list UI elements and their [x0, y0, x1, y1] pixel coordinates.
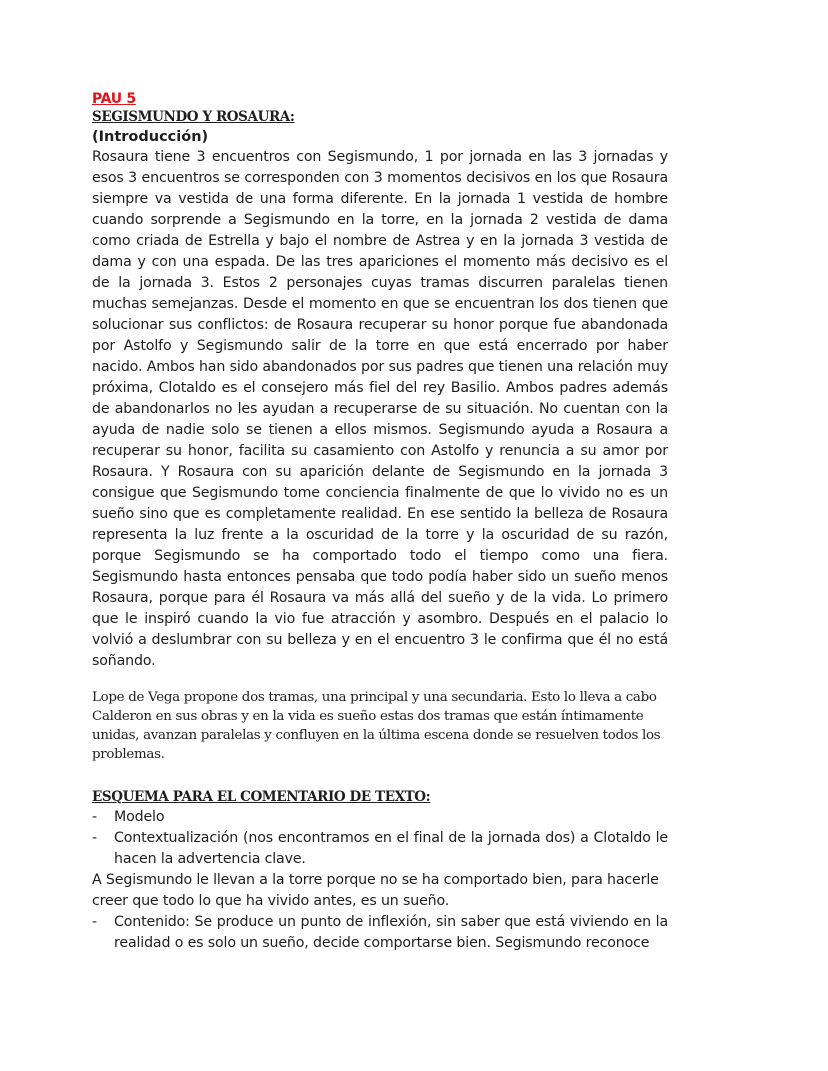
dash-bullet: -: [92, 809, 97, 825]
section-heading: ESQUEMA PARA EL COMENTARIO DE TEXTO:: [92, 789, 431, 805]
outline-list: [92, 807, 668, 870]
list-item-text: Contenido: Se produce un punto de inflexión, sin saber que está viviendo en la realidad o es solo un sueño, decide comportarse bien. Segismundo reconoce: [114, 914, 668, 951]
document-title: SEGISMUNDO Y ROSAURA:: [92, 109, 295, 125]
document-subtitle: (Introducción): [92, 129, 209, 145]
dash-bullet: -: [92, 914, 97, 930]
document-page: [92, 90, 668, 954]
document-label: PAU 5: [92, 91, 136, 107]
plain-paragraph: A Segismundo le llevan a la torre porque no se ha comportado bien, para hacerle creer que todo lo que ha vivido antes, es un sueño.: [92, 872, 659, 909]
outline-list-continued: [92, 912, 668, 954]
list-item-text: Modelo: [114, 809, 165, 825]
list-item: [92, 828, 668, 870]
list-item-text: Contextualización (nos encontramos en el final de la jornada dos) a Clotaldo le hacen la advertencia clave.: [114, 830, 668, 867]
dash-bullet: -: [92, 830, 97, 846]
second-paragraph: Lope de Vega propone dos tramas, una principal y una secundaria. Esto lo lleva a cabo Calderon en sus obras y en la vida es sueño estas dos tramas que están íntimamente unidas, avanzan paralelas y confluyen en la última escena donde se resuelven todos los problemas.: [92, 690, 661, 762]
list-item: [92, 807, 668, 828]
intro-paragraph: Rosaura tiene 3 encuentros con Segismundo, 1 por jornada en las 3 jornadas y esos 3 encuentros se corresponden con 3 momentos decisivos en los que Rosaura siempre va vestida de una forma diferente. En la jornada 1 vestida de hombre cuando sorprende a Segismundo en la torre, en la jornada 2 vestida de dama como criada de Estrella y bajo el nombre de Astrea y en la jornada 3 vestida de dama y con una espada. De las tres apariciones el momento más decisivo es el de la jornada 3. Estos 2 personajes cuyas tramas discurren paralelas tienen muchas semejanzas. Desde el momento en que se encuentran los dos tienen que solucionar sus conflictos: de Rosaura recuperar su honor porque fue abandonada por Astolfo y Segismundo salir de la torre en que está encerrado por haber nacido. Ambos han sido abandonados por sus padres que tienen una relación muy próxima, Clotaldo es el consejero más fiel del rey Basilio. Ambos padres además de abandonarlos no les ayudan a recuperarse de su situación. No cuentan con la ayuda de nadie solo se tienen a ellos mismos. Segismundo ayuda a Rosaura a recuperar su honor, facilita su casamiento con Astolfo y renuncia a su amor por Rosaura. Y Rosaura con su aparición delante de Segismundo en la jornada 3 consigue que Segismundo tome conciencia finalmente de que lo vivido no es un sueño sino que es completamente realidad. En ese sentido la belleza de Rosaura representa la luz frente a la oscuridad de la torre y la oscuridad de su razón, porque Segismundo se ha comportado todo el tiempo como una fiera. Segismundo hasta entonces pensaba que todo podía haber sido un sueño menos Rosaura, porque para él Rosaura va más allá del sueño y de la vida. Lo primero que le inspiró cuando la vio fue atracción y asombro. Después en el palacio lo volvió a deslumbrar con su belleza y en el encuentro 3 le confirma que él no está soñando.: [92, 149, 668, 669]
list-item: [92, 912, 668, 954]
